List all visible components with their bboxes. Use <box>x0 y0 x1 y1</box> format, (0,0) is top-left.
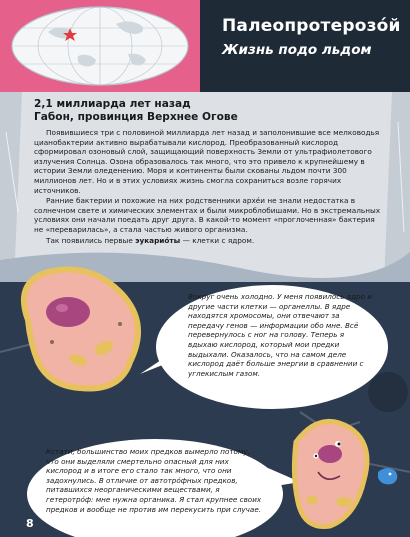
page-number: 8 <box>26 517 34 530</box>
speech-text-bottom: Кстати, большинство моих предков вымерло потому, что они выделяли смертельно опасный для них кислород и в итоге его стало так много, что они задохнулись. В отличие от автотрóфных предков, питавшихся неорганическими веществами, я гетеротрóф: мне нужна органика. Я стал крупнее своих предков и вообще не против им перекусить при случае. <box>46 447 262 514</box>
world-map-panel <box>0 0 200 92</box>
page-subtitle: Жизнь подо льдом <box>222 42 372 58</box>
cell-top-illustration <box>24 270 138 389</box>
intro-text-block <box>34 98 384 245</box>
last-line-before: Так появились первые <box>46 235 136 245</box>
bacterium-illustration <box>378 468 397 484</box>
world-map-icon <box>8 4 192 88</box>
page-title: Палеопротерозóй <box>222 16 401 36</box>
paragraph-2: Ранние бактерии и похожие на них родственники архéи не знали недостатка в солнечном свете и химических элементах и были микроблобишами. Но в экстремальных условиях они начали поедать друг друга. В какой-то момент «проглоченная» бактерия не «переварилась», а стала частью живого организма. <box>34 196 381 234</box>
paragraph-1: Появившиеся три с половиной миллиарда лет назад и заполонившие все мелководья цианобактерии активно вырабатывали кислород. Преобразованный кислород сформировал озоновый слой, защищающий поверхность Земли от ультрафиолетового излучения Солнца. Озона образовалось так много, что это привело к крупнейшему в истории Земли оледенению. Моря и континенты были скованы льдом почти 300 миллионов лет. Но и в этих условиях жизнь смогла сохраниться возле горячих источников. <box>34 128 380 195</box>
term-eukaryotes: эукарио́ты <box>135 235 181 245</box>
date-heading: 2,1 миллиарда лет назад <box>34 98 191 110</box>
last-line-after: — клетки с ядром. <box>180 235 255 245</box>
cell-bottom-illustration <box>294 422 367 527</box>
speech-text-top: Вокруг очень холодно. У меня появилось ядро и другие части клетки — органеллы. В ядре находятся хромосомы, они отвечают за передачу генов — информации обо мне. Всё перевернулось с ног на голову. Теперь я вдыхаю кислород, который мои предки выдыхали. Оказалось, что на самом деле кислород даёт больше энергии в сравнении с углекислым газом. <box>188 292 372 378</box>
place-heading: Габон, провинция Верхнее Огове <box>34 111 238 123</box>
